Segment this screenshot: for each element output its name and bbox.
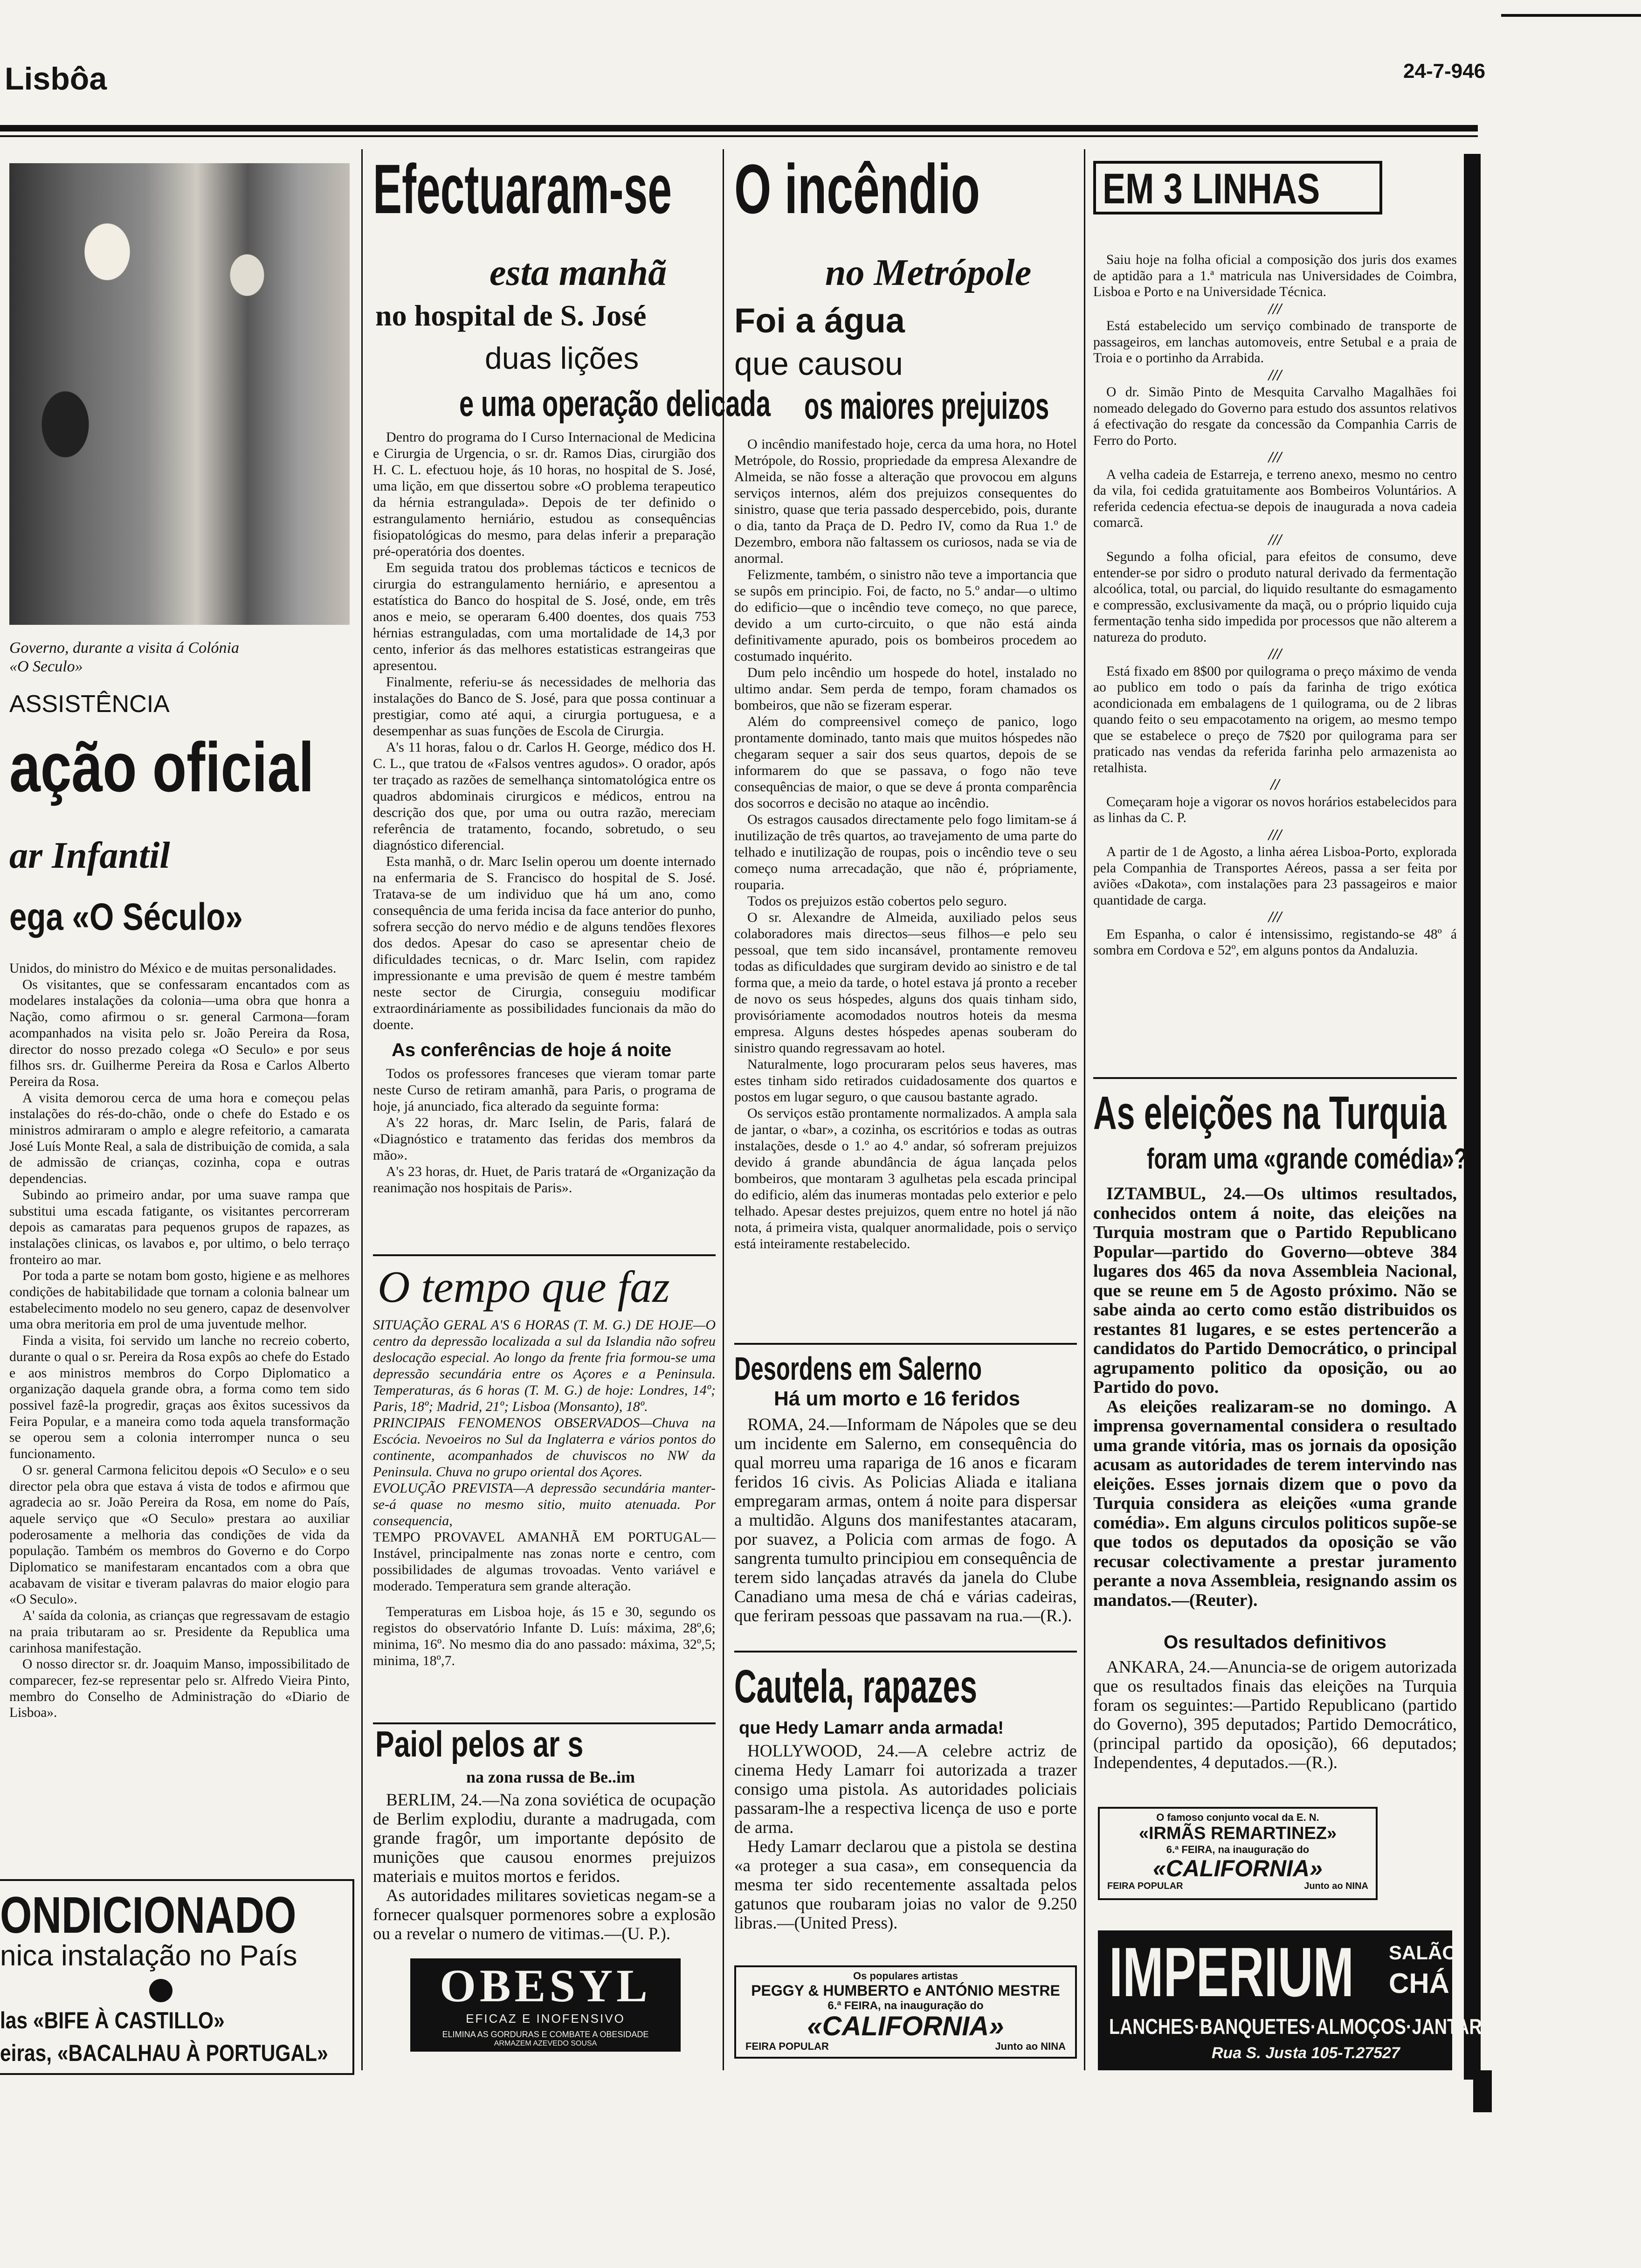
col3-rule-salerno [734, 1343, 1077, 1345]
section-title: Lisbôa [5, 61, 107, 97]
left-ad [0, 1879, 354, 2075]
col4-rule-turquia [1093, 1077, 1457, 1079]
col2-article: Dentro do programa do I Curso Internacional de Medicina e Cirurgia de Urgencia, o sr. dr. Ramos Dias, cirurgião dos H. C. L. efectuou hoje, ás 10 horas, no hospital de S. José, uma lição, em que dissertou sobre «O problema terapeutico da hérnia estrangulada». Depois de ter definido o estrangulamento herniário, estudou as consequências fisiopatológicas do mesmo, para delas inferir a preparação pré-operatória dos doentes. Em seguida tratou dos problemas tácticos e tecnicos de cirurgia do estrangulamento herniário, e apresentou a estatística do Banco do hospital de S. José, onde, em três anos e meio, se operaram 6.400 doentes, dos quais 753 hérnias estranguladas, com uma mortalidade de 14,3 por cento, inferior ás das melhores estatisticas estrangeiras que apresentou. Finalmente, referiu-se ás necessidades de melhoria das instalações do Banco de S. José, para que possa continuar a prestigiar, como até aqui, a cirurgia portuguesa, e a desempenhar as suas funções de Escola de Cirurgia. A's 11 horas, falou o dr. Carlos H. George, médico dos H. C. L., que tratou de «Falsos ventres agudos». O orador, após ter traçado as razões de semelhança sintomatológica entre os quadros abdominais cirurgicos e médicos, entrou na descrição dos que, por uma ou outra razão, mereciam referência de tratamento, focando, sobretudo, o seu diagnóstico diferencial. Esta manhã, o dr. Marc Iselin operou um doente internado na enfermaria de S. Francisco do hospital de S. José. Tratava-se de um individuo que há um ano, como consequência de uma ferida incisa da face anterior do punho, sofrera secção do nervo médio e de alguns tendões flexores dos dedos. Apesar do caso se apresentar cheio de dificuldades tecnicas, o dr. Marc Iselin, com rapidez impressionante e uma previsão de quem é mestre também neste sector de Cirurgia, conseguiu modificar extraordináriamente as possibilidades funcionais da mão do doente. [373, 429, 716, 1032]
obesyl-small: ELIMINA AS GORDURAS E COMBATE A OBESIDADE [442, 2030, 649, 2039]
separator: /// [1268, 908, 1282, 926]
column-rule-3 [1084, 149, 1085, 2070]
imperium-side-1: SALÃO [1389, 1942, 1457, 1964]
col3-article: O incêndio manifestado hoje, cerca da uma hora, no Hotel Metrópole, do Rossio, propriedade da empresa Alexandre de Almeida, se não fosse a alteração que provocou em alguns serviços internos, além dos prejuizos consequentes do sinistro, quase que teria passado despercebido, pois, durante o dia, tanto da Praça de D. Pedro IV, como da Rua 1.º de Dezembro, embora não faltassem os curiosos, nada se via de anormal. Felizmente, também, o sinistro não teve a importancia que se supôs em principio. Foi, de facto, no 5.º andar—o ultimo do edificio—que o incêndio teve começo, no que parece, devido a um curto-circuito, o que não está ainda definitivamente apurado, pois os bombeiros procedem ao costumado inquérito. Dum pelo incêndio um hospede do hotel, instalado no ultimo andar. Sem perda de tempo, foram chamados os bombeiros, que não se fizeram esperar. Além do compreensivel começo de panico, logo prontamente dominado, tanto mais que muitos hóspedes não chegaram sequer a sair dos seus quartos, depois de se informarem do que se passava, o fogo não teve consequências de maior, o que se deve á pronta comparência dos socorros e decisão no ataque ao incêndio. Os estragos causados directamente pelo fogo limitam-se á inutilização de três quartos, ao travejamento de uma parte do telhado e inutilização de roupas, pois o incêndio teve o seu começo numa arrecadação, que não é, própriamente, rouparia. Todos os prejuizos estão cobertos pelo seguro. O sr. Alexandre de Almeida, auxiliado pelos seus colaboradores mais directos—seus filhos—e pelo seu pessoal, que tem sido incansável, prontamente removeu todas as dificuldades que surgiram devido ao sinistro e de tal forma que, a meio da tarde, o hotel estava já pronto a receber de novo os seus hóspedes, alguns dos quais tinham sido, provisóriamente acomodados noutros hoteis da mesma empresa. Alguns destes hóspedes apenas souberam do sinistro quando regressavam ao hotel. Naturalmente, logo procuraram pelos seus haveres, mas estes tinham sido retirados cuidadosamente dos quartos e postos em lugar seguro, o que causou bastante agrado. Os serviços estão prontamente normalizados. A ampla sala de jantar, o «bar», a cozinha, os escritórios e todas as outras instalações, desde o 1.º ao 4.º andar, só sofreram prejuizos devido á grande abundância de água lançada pelos bombeiros, que montaram 3 agulhetas pela escada principal do edificio, além das inumeras montadas pelo exterior e pelo telhado. Apesar destes prejuizos, quem entre no hotel já não nota, á primeira vista, qualquer anormalidade, pois o serviço está inteiramente restabelecido. [734, 436, 1077, 1252]
col4-remartinez-ad [1098, 1807, 1378, 1900]
right-margin-bar [1464, 154, 1481, 2080]
photo-caption [9, 639, 354, 676]
imperium-address: Rua S. Justa 105-T.27527 [1212, 2044, 1400, 2062]
left-ad-line-2: nica instalação no País [0, 1940, 297, 1972]
em3linhas-title: EM 3 LINHAS [1103, 165, 1320, 213]
obesyl-tag: EFICAZ E INOFENSIVO [466, 2012, 625, 2026]
imperium-line: LANCHES·BANQUETES·ALMOÇOS·JANTARES [1109, 2014, 1506, 2039]
col2-conf-head: As conferências de hoje á noite [392, 1040, 672, 1060]
separator: /// [1268, 531, 1282, 548]
photo-visit [9, 163, 350, 625]
header-rule [0, 125, 1478, 131]
col2-sub-3: duas lições [485, 341, 639, 375]
col3-sub-2: Foi a água [734, 301, 905, 340]
col4-ad1-l5a: FEIRA POPULAR [1107, 1881, 1183, 1891]
left-ad-line-4: eiras, «BACALHAU À PORTUGAL» [0, 2040, 328, 2066]
issue-date: 24-7-946 [1403, 60, 1486, 83]
obesyl-brand: OBESYL [440, 1960, 651, 2012]
separator: /// [1268, 645, 1282, 663]
col4-ad1-footer [1100, 1881, 1376, 1892]
col2-tempo-body: SITUAÇÃO GERAL A'S 6 HORAS (T. M. G.) DE HOJE—O centro da depressão localizada a sul da Islandia não sofreu deslocação especial. Ao longo da frente fria formou-se uma depressão secundária entre os Açores e a Peninsula. Temperaturas, ás 6 horas (T. M. G.) de hoje: Londres, 14º; Paris, 18º; Madrid, 21º; Lisboa (Monsanto), 18º. PRINCIPAIS FENOMENOS OBSERVADOS—Chuva na Escócia. Nevoeiros no Sul da Inglaterra e vários pontos do continente, acompanhados de chuviscos no NW da Peninsula. Chuva no grupo oriental dos Açores. EVOLUÇÃO PREVISTA—A depressão secundária manter-se-á quase no mesmo sitio, muito atenuada. Por consequencia, TEMPO PROVAVEL AMANHÃ EM PORTUGAL—Instável, principalmente nas zonas norte e centro, com possibilidades de algumas trovoadas. Vento variável e moderado. Temperatura sem grande alteração. Temperaturas em Lisboa hoje, ás 15 e 30, segundo os registos do observatório Infante D. Luís: máxima, 28º,6; minima, 16º. No mesmo dia do ano passado: máxima, 32º,5; minima, 18º,7. [373, 1317, 716, 1668]
col3-california-ad [734, 1965, 1077, 2059]
col3-ad-l4: «CALIFORNIA» [807, 2011, 1004, 2041]
column-rule-1 [361, 149, 363, 2070]
col3-salerno-body: ROMA, 24.—Informam de Nápoles que se deu um incidente em Salerno, em consequência do qual morreu uma rapariga de 16 anos e ficaram feridos 16 civis. As Policias Aliada e italiana empregaram armas, ontem á noite para dispersar a multidão. Alguns dos manifestantes atacaram, por suavez, a Policia com armas de fogo. A sangrenta tumulto principiou em consequência de terem sido lançadas através da janela do Clube Canadiano uma mesa de chá e várias cadeiras, que feriram pessoas que passavam na rua.—(R.). [734, 1415, 1077, 1625]
separator: /// [1268, 366, 1282, 384]
col3-rule-cautela [734, 1651, 1077, 1653]
separator: /// [1268, 826, 1282, 844]
col3-ad-l2: PEGGY & HUMBERTO e ANTÓNIO MESTRE [751, 1982, 1060, 1999]
imperium-ad [1098, 1930, 1506, 2070]
left-sub-2: ega «O Século» [9, 896, 243, 938]
col3-ad-l3: 6.ª FEIRA, na inauguração do [827, 1999, 984, 2012]
col3-sub-4: os maiores prejuizos [804, 385, 1049, 427]
separator: /// [1268, 449, 1282, 466]
col4-ad1-l1: O famoso conjunto vocal da E. N. [1156, 1812, 1319, 1823]
separator: // [1270, 776, 1280, 793]
col3-ad-l5b: Junto ao NINA [995, 2040, 1066, 2052]
col2-sub-4: e uma operação delicada [459, 383, 771, 424]
col4-ad1-l3: 6.ª FEIRA, na inauguração do [1166, 1844, 1310, 1855]
em3linhas-items: Saiu hoje na folha oficial a composição dos juris dos exames de aptidão para a 1.ª matricula nas Universidades de Coimbra, Lisboa e Porto e na Universidade Técnica. /// Está estabelecido um serviço combinado de transporte de passageiros, em lanchas automoveis, entre Setubal e a praia de Troia e o portinho da Arrabida. /// O dr. Simão Pinto de Mesquita Carvalho Magalhães foi nomeado delegado do Governo para estudo dos assuntos relativos á efectivação do resgate da concessão da Companhia Carris de Ferro do Porto. /// A velha cadeia de Estarreja, e terreno anexo, mesmo no centro da vila, foi cedida gratuitamente aos Bombeiros Voluntários. A referida cedencia efectua-se depois de inaugurada a nova cadeia comarcã. /// Segundo a folha oficial, para efeitos de consumo, deve entender-se por sidro o produto natural derivado da fermentação alcoólica, total, ou parcial, do liquido resultante do esmagamento e compressão, exclusivamente da maçã, ou o próprio liquido cuja fermentação tenha sido impedida por processos que não alterem a natureza do produto. /// Está fixado em 8$00 por quilograma o preço máximo de venda ao publico em todo o país da farinha de trigo exótica acondicionada em embalagens de 1 quilograma, ou de 2 libras quando feito o seu empacotamento na origem, ao mesmo tempo que se estabelece o preço de 7$20 por quilograma para ser praticado nas vendas da referida farinha pelo armazenista ao retalhista. // Começaram hoje a vigorar os novos horários estabelecidos para as linhas da C. P. /// A partir de 1 de Agosto, a linha aérea Lisboa-Porto, explorada pela Companhia de Transportes Aéreos, passa a ser feita por aviões «Dakota», com instalações para 23 passageiros e maior quantidade de carga. /// Em Espanha, o calor é intensissimo, registando-se 48º á sombra em Cordova e 52º, em alguns pontos da Andaluzia. [1093, 252, 1457, 958]
right-margin-mark [1501, 14, 1641, 17]
bottom-margin-mark [1473, 2070, 1492, 2112]
col2-paiol-sub: na zona russa de Be..im [466, 1768, 635, 1786]
separator: /// [1268, 300, 1282, 318]
col4-res-head: Os resultados definitivos [1164, 1632, 1386, 1653]
col2-sub-1: esta manhã [490, 252, 667, 293]
col3-cautela-head: Cautela, rapazes [734, 1660, 977, 1713]
col2-paiol-head: Paiol pelos ar s [375, 1723, 584, 1764]
caption-line-1: Governo, durante a visita á Colónia [9, 639, 239, 657]
col4-turq-head: As eleições na Turquia [1093, 1087, 1447, 1139]
left-headline: ação oficial [9, 728, 314, 806]
col4-ad1-l2: «IRMÃS REMARTINEZ» [1138, 1824, 1337, 1843]
col3-headline: O incêndio [734, 150, 980, 228]
col2-conf-body: Todos os professores franceses que vieram tomar parte neste Curso de retiram amanhã, para Paris, o programa de hoje, já anunciado, fica alterado da seguinte forma: A's 22 horas, dr. Marc Iselin, de Paris, falará de «Diagnóstico e tratamento das feridas dos membros da mão». A's 23 horas, dr. Huet, de Paris tratará de «Organização da reanimação nos hospitais de Paris». [373, 1066, 716, 1196]
col3-salerno-sub: Há um morto e 16 feridos [774, 1387, 1020, 1410]
col3-cautela-body: HOLLYWOOD, 24.—A celebre actriz de cinema Hedy Lamarr foi autorizada a trazer consigo uma pistola. As autoridades policiais passaram-lhe a respectiva licença de uso e porte de arma. Hedy Lamarr declarou que a pistola se destina «a proteger a sua casa», em consequencia da mesma ter sido recentemente assaltada pelos gatunos que roubaram joias no valor de 9.250 libras.—(United Press). [734, 1742, 1077, 1933]
col3-sub-1: no Metrópole [825, 252, 1032, 293]
kicker-assistencia: ASSISTÊNCIA [9, 691, 170, 718]
col4-turq-sub: foram uma «grande comédia»? [1147, 1143, 1468, 1175]
col3-salerno-head: Desordens em Salerno [734, 1350, 982, 1387]
left-ad-line-3: las «BIFE À CASTILLO» [0, 2007, 225, 2033]
col2-headline: Efectuaram-se [373, 150, 672, 228]
obesyl-ad [410, 1958, 681, 2052]
left-article: Unidos, do ministro do México e de muitas personalidades. Os visitantes, que se confessaram encantados com as modelares instalações da colonia—uma obra que honra a Nação, como afirmou o sr. general Carmona—foram acompanhados na visita pelo sr. João Pereira da Rosa, director do nosso prezado colega «O Seculo» e por seus filhos srs. dr. Guilherme Pereira da Rosa e Carlos Alberto Pereira da Rosa. A visita demorou cerca de uma hora e começou pelas instalações do rés-do-chão, onde o chefe do Estado e os ministros admiraram o amplo e alegre refeitorio, a camarata José Luís Monte Real, a sala de distribuição de comida, a sala de admissão de crianças, cozinha, copa e outras dependencias. Subindo ao primeiro andar, por uma suave rampa que substitui uma escada fatigante, os visitantes percorreram depois as camaratas para pequenos grupos de rapazes, as instalações clinicas, os lavabos e, por ultimo, o belo terraço fronteiro ao mar. Por toda a parte se notam bom gosto, higiene e as melhores condições de habitabilidade que tornam a colonia balnear um estabelecimento modelo no seu genero, capaz de desenvolver uma obra meritoria em prol de uma juventude melhor. Finda a visita, foi servido um lanche no recreio coberto, durante o qual o sr. Pereira da Rosa expôs ao chefe do Estado e aos ministros membros do Corpo Diplomatico a organização daquela grande obra, a forma como tem sido possivel fazê-la progredir, graças aos êxitos sucessivos da Feira Popular, e a maneira como toda aquela transformação se operou sem a colonia interromper nunca o seu funcionamento. O sr. general Carmona felicitou depois «O Seculo» e o seu director pela obra que estava á vista de todos e afirmou que agradecia ao sr. João Pereira da Rosa, em nome do País, aquele serviço que «O Seculo» prestara ao auxiliar poderosamente a melhoria das condições de vida da população. Também os membros do Governo e do Corpo Diplomatico se manifestaram encantados com a obra que acabavam de visitar e tiveram palavras do maior elogio para «O Seculo». A' saída da colonia, as crianças que regressavam de estagio na praia tributaram ao sr. Presidente da Republica uma carinhosa manifestação. O nosso director sr. dr. Joaquim Manso, impossibilitado de comparecer, fez-se representar pelo sr. Alfredo Vieira Pinto, membro do Conselho de Administração do «Diario de Lisboa». [9, 961, 350, 1721]
col3-ad-footer [736, 2040, 1075, 2053]
column-rule-2 [723, 149, 724, 2070]
col4-ad1-l5b: Junto ao NINA [1304, 1881, 1368, 1891]
header-rule-thin [0, 135, 1478, 137]
col3-sub-3: que causou [734, 346, 903, 382]
col2-tempo-head: O tempo que faz [378, 1262, 670, 1312]
col4-turq-body: IZTAMBUL, 24.—Os ultimos resultados, conhecidos ontem á noite, das eleições na Turquia mostram que o Partido Republicano Popular—partido do Governo—obteve 384 lugares dos 465 da nova Assembleia Nacional, que se reune em 5 de Agosto próximo. Não se sabe ainda ao certo como estão distribuidos os restantes 81 lugares, e se estes pertencerão a candidatos do Partido Democrático, o principal agrupamento politico da oposição, ou ao Partido do povo. As eleições realizaram-se no domingo. A imprensa governamental considera o resultado uma grande vitória, mas os jornais da oposição acusam as autoridades de terem intervindo nas eleições. Esses jornais dizem que o povo da Turquia considera as eleições «uma grande comédia». Em alguns circulos politicos supõe-se que todos os deputados da oposição se vão recusar colectivamente a prestar juramento perante a nova Assembleia, resignando assim os mandatos.—(Reuter). [1093, 1184, 1457, 1610]
col2-paiol-body: BERLIM, 24.—Na zona soviética de ocupação de Berlim explodiu, durante a madrugada, com grande fragôr, um importante depósito de munições que causou enormes prejuizos materiais e muitos mortos e feridos. As autoridades militares sovieticas negam-se a fornecer qualsquer pormenores sobre a explosão ou a revelar o numero de vitimas.—(U. P.). [373, 1791, 716, 1943]
col4-ad1-l4: «CALIFORNIA» [1153, 1855, 1323, 1881]
col3-ad-l5a: FEIRA POPULAR [745, 2040, 829, 2052]
col3-cautela-sub: que Hedy Lamarr anda armada! [739, 1718, 1004, 1738]
col2-sub-2: no hospital de S. José [375, 299, 647, 332]
imperium-brand: IMPERIUM [1109, 1933, 1354, 2011]
left-ad-line-1: ONDICIONADO [0, 1887, 296, 1944]
left-ad-dot [149, 1979, 172, 2002]
left-sub-1: ar Infantil [9, 835, 170, 876]
em3linhas-box [1093, 161, 1382, 214]
col3-ad-l1: Os populares artistas [853, 1970, 958, 1982]
col4-res-body: ANKARA, 24.—Anuncia-se de origem autorizada que os resultados finais das eleições na Turquia foram os seguintes:—Partido Republicano (partido do Governo), 395 deputados; Partido Democrático, (principal partido da oposição), 66 deputados; Independentes, 4 deputados.—(R.). [1093, 1658, 1457, 1772]
caption-line-2: «O Seculo» [9, 658, 83, 675]
obesyl-foot: ARMAZEM AZEVEDO SOUSA [494, 2040, 597, 2047]
col2-tempo-box [373, 1254, 716, 1724]
imperium-side-2: CHÁ [1389, 1968, 1449, 1999]
